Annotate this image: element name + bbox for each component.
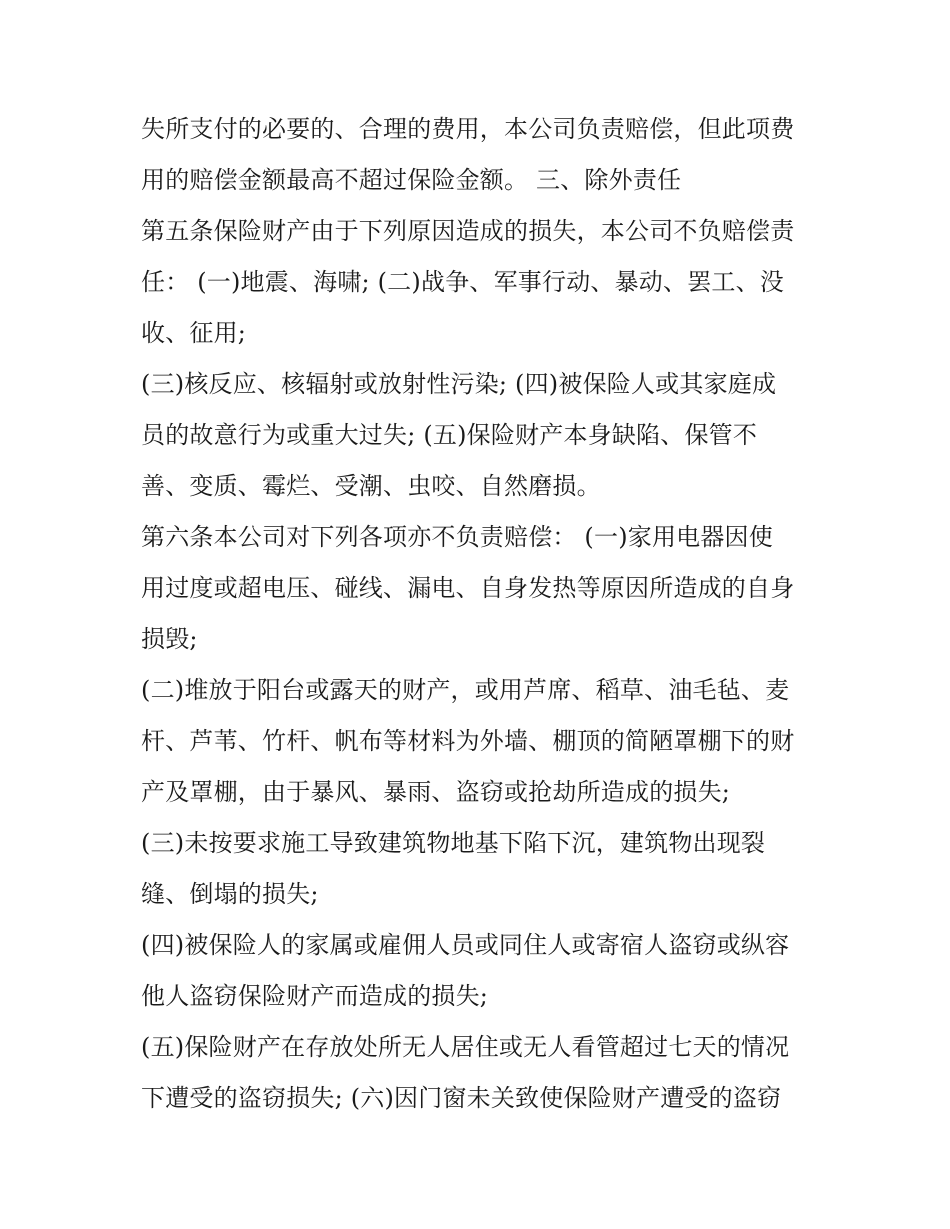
text-line: 任： (一)地震、海啸; (二)战争、军事行动、暴动、罢工、没 <box>141 268 784 296</box>
text-line: 第六条本公司对下列各项亦不负责赔偿： (一)家用电器因使 <box>141 523 773 551</box>
text-line: 用过度或超电压、碰线、漏电、自身发热等原因所造成的自身 <box>141 574 795 602</box>
text-line: (四)被保险人的家属或雇佣人员或同住人或寄宿人盗窃或纵容 <box>141 931 790 959</box>
text-line: 员的故意行为或重大过失; (五)保险财产本身缺陷、保管不 <box>141 421 758 449</box>
text-line: (二)堆放于阳台或露天的财产，或用芦席、稻草、油毛毡、麦 <box>141 676 790 704</box>
text-line: 他人盗窃保险财产而造成的损失; <box>141 982 489 1010</box>
text-line: 损毁; <box>141 625 198 653</box>
text-line: 用的赔偿金额最高不超过保险金额。 三、除外责任 <box>141 166 682 194</box>
text-line: 产及罩棚，由于暴风、暴雨、盗窃或抢劫所造成的损失; <box>141 778 731 806</box>
text-line: (三)核反应、核辐射或放射性污染; (四)被保险人或其家庭成 <box>141 370 777 398</box>
document-body <box>141 104 821 1124</box>
text-line: (三)未按要求施工导致建筑物地基下陷下沉，建筑物出现裂 <box>141 829 766 857</box>
text-line: (五)保险财产在存放处所无人居住或无人看管超过七天的情况 <box>141 1033 790 1061</box>
text-line: 下遭受的盗窃损失; (六)因门窗未关致使保险财产遭受的盗窃 <box>141 1084 782 1112</box>
text-line: 收、征用; <box>141 319 247 347</box>
text-line: 杆、芦苇、竹杆、帆布等材料为外墙、棚顶的简陋罩棚下的财 <box>141 727 795 755</box>
text-line: 失所支付的必要的、合理的费用，本公司负责赔偿，但此项费 <box>141 115 795 143</box>
text-line: 第五条保险财产由于下列原因造成的损失，本公司不负赔偿责 <box>141 217 795 245</box>
text-line: 缝、倒塌的损失; <box>141 880 319 908</box>
text-line: 善、变质、霉烂、受潮、虫咬、自然磨损。 <box>141 472 601 500</box>
